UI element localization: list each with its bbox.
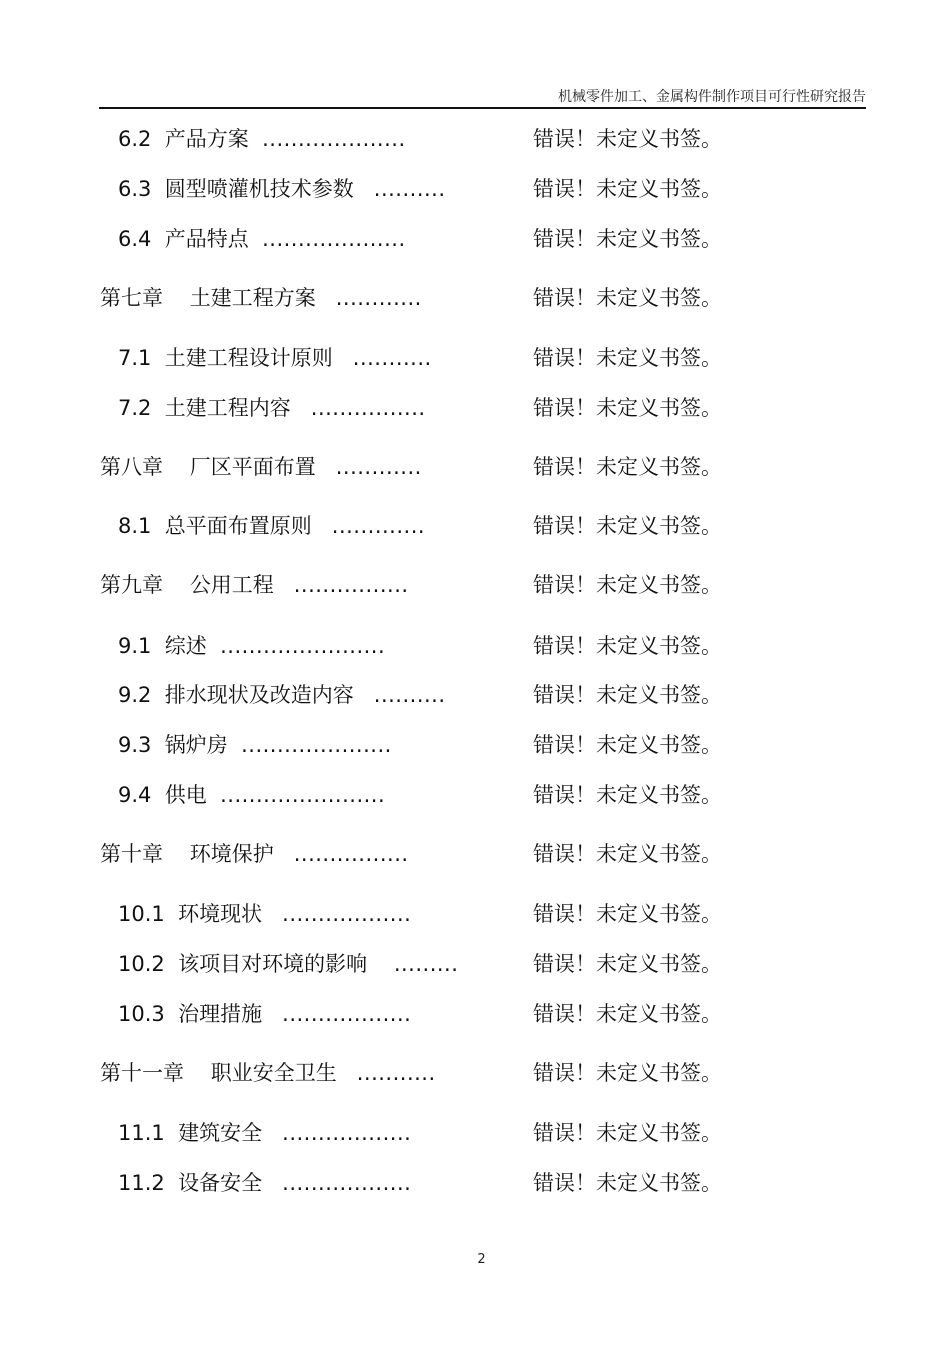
toc-entry-title: 9.2 排水现状及改造内容	[118, 683, 374, 707]
toc-dot-leader: ................	[293, 842, 409, 866]
toc-entry-title: 11.1 建筑安全	[118, 1121, 283, 1145]
toc-entry-7-2[interactable]	[0, 391, 950, 425]
toc-entry-title: 7.1 土建工程设计原则	[118, 346, 353, 370]
toc-page-ref: 错误！未定义书签。	[533, 683, 722, 707]
toc-dot-leader: ............	[335, 455, 422, 479]
toc-page-ref: 错误！未定义书签。	[533, 842, 722, 866]
toc-page-ref: 错误！未定义书签。	[533, 634, 722, 658]
toc-entry-chapter-7[interactable]	[0, 281, 950, 315]
toc-page-ref: 错误！未定义书签。	[533, 902, 722, 926]
toc-entry-7-1[interactable]	[0, 341, 950, 375]
toc-page-ref: 错误！未定义书签。	[533, 286, 722, 310]
toc-entry-title: 10.1 环境现状	[118, 902, 283, 926]
toc-dot-leader: .........	[393, 952, 459, 976]
toc-entry-title: 第十章 环境保护	[100, 842, 294, 866]
toc-entry-11-1[interactable]	[0, 1116, 950, 1150]
toc-entry-title: 7.2 土建工程内容	[118, 396, 311, 420]
toc-dot-leader: ..........	[373, 683, 446, 707]
toc-page-ref: 错误！未定义书签。	[533, 783, 722, 807]
toc-entry-title: 6.2 产品方案	[118, 127, 263, 151]
toc-dot-leader: ...........	[352, 346, 432, 370]
toc-entry-title: 6.3 圆型喷灌机技术参数	[118, 177, 374, 201]
toc-entry-title: 10.3 治理措施	[118, 1002, 283, 1026]
toc-page-ref: 错误！未定义书签。	[533, 227, 722, 251]
toc-entry-title: 第九章 公用工程	[100, 573, 294, 597]
toc-page-ref: 错误！未定义书签。	[533, 1171, 722, 1195]
toc-dot-leader: .......................	[220, 783, 386, 807]
page-number: 2	[477, 1252, 486, 1267]
toc-entry-11-2[interactable]	[0, 1166, 950, 1200]
toc-dot-leader: ..................	[282, 1002, 412, 1026]
toc-dot-leader: ..................	[282, 1171, 412, 1195]
toc-page-ref: 错误！未定义书签。	[533, 1061, 722, 1085]
toc-entry-8-1[interactable]	[0, 509, 950, 543]
toc-entry-9-1[interactable]	[0, 629, 950, 663]
toc-page-ref: 错误！未定义书签。	[533, 455, 722, 479]
toc-dot-leader: ..................	[282, 1121, 412, 1145]
toc-entry-chapter-11[interactable]	[0, 1056, 950, 1090]
toc-dot-leader: ...........	[356, 1061, 436, 1085]
toc-dot-leader: ................	[293, 573, 409, 597]
toc-entry-chapter-9[interactable]	[0, 568, 950, 602]
toc-entry-chapter-8[interactable]	[0, 450, 950, 484]
toc-entry-title: 11.2 设备安全	[118, 1171, 283, 1195]
toc-dot-leader: .......................	[220, 634, 386, 658]
toc-entry-10-2[interactable]	[0, 947, 950, 981]
toc-entry-title: 第十一章 职业安全卫生	[100, 1061, 357, 1085]
toc-dot-leader: ....................	[262, 127, 406, 151]
toc-page-ref: 错误！未定义书签。	[533, 1002, 722, 1026]
toc-entry-title: 9.3 锅炉房	[118, 733, 242, 757]
toc-entry-title: 9.4 供电	[118, 783, 221, 807]
toc-entry-10-1[interactable]	[0, 897, 950, 931]
running-header-title: 机械零件加工、金属构件制作项目可行性研究报告	[558, 89, 866, 105]
toc-dot-leader: ..........	[373, 177, 446, 201]
toc-page-ref: 错误！未定义书签。	[533, 733, 722, 757]
toc-entry-6-2[interactable]	[0, 122, 950, 156]
toc-page-ref: 错误！未定义书签。	[533, 177, 722, 201]
toc-page-ref: 错误！未定义书签。	[533, 396, 722, 420]
toc-dot-leader: .............	[331, 514, 426, 538]
toc-dot-leader: ....................	[262, 227, 406, 251]
toc-entry-9-3[interactable]	[0, 728, 950, 762]
toc-entry-chapter-10[interactable]	[0, 837, 950, 871]
toc-page-ref: 错误！未定义书签。	[533, 514, 722, 538]
toc-entry-title: 第八章 厂区平面布置	[100, 455, 336, 479]
toc-dot-leader: .....................	[241, 733, 392, 757]
toc-dot-leader: ................	[310, 396, 426, 420]
toc-entry-6-4[interactable]	[0, 222, 950, 256]
toc-entry-9-4[interactable]	[0, 778, 950, 812]
toc-page-ref: 错误！未定义书签。	[533, 952, 722, 976]
toc-entry-6-3[interactable]	[0, 172, 950, 206]
toc-entry-title: 8.1 总平面布置原则	[118, 514, 332, 538]
toc-entry-title: 6.4 产品特点	[118, 227, 263, 251]
toc-entry-title: 9.1 综述	[118, 634, 221, 658]
toc-entry-title: 10.2 该项目对环境的影响	[118, 952, 394, 976]
toc-dot-leader: ............	[335, 286, 422, 310]
toc-page-ref: 错误！未定义书签。	[533, 346, 722, 370]
toc-entry-title: 第七章 土建工程方案	[100, 286, 336, 310]
toc-entry-9-2[interactable]	[0, 678, 950, 712]
toc-page-ref: 错误！未定义书签。	[533, 127, 722, 151]
toc-page-ref: 错误！未定义书签。	[533, 573, 722, 597]
toc-dot-leader: ..................	[282, 902, 412, 926]
toc-page-ref: 错误！未定义书签。	[533, 1121, 722, 1145]
toc-entry-10-3[interactable]	[0, 997, 950, 1031]
